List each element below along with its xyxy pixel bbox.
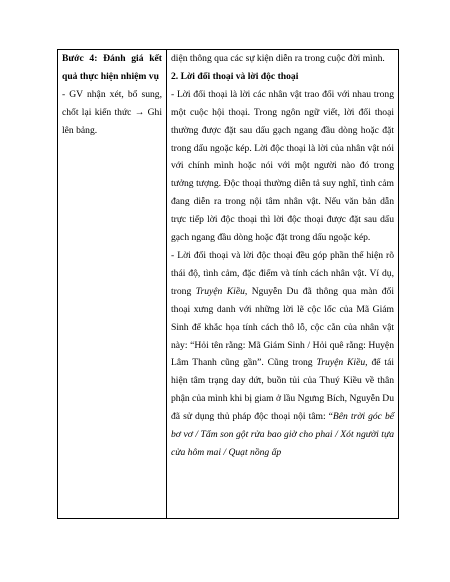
- step-text: - GV nhận xét, bổ sung, chốt lại kiến thức → Ghi lên bảng.: [62, 88, 162, 136]
- step-title: Bước 4: Đánh giá kết quả thực hiện nhiệm vụ: [62, 53, 162, 82]
- content-cell: [167, 50, 399, 519]
- work-title-truyen-kieu-2: Truyện Kiều: [316, 357, 366, 369]
- intro-text: diện thông qua các sự kiện diễn ra trong cuộc đời mình.: [171, 53, 385, 64]
- section-title: 2. Lời đối thoại và lời độc thoại: [171, 70, 299, 82]
- paragraph-text-b: , Nguyễn Du đã thông qua màn đối thoại xưng danh với những lời lẽ cộc lốc của Mã Giám Sinh để khắc họa tính cách thô lỗ, cộc cằn của nhân vật này: “Hỏi tên rằng: Mã Giám Sinh / Hỏi quê rằng: Huyện Lâm Thanh cũng gần”. Cũng trong: [171, 285, 394, 369]
- paragraph-dialogue-examples: [171, 247, 394, 462]
- lesson-table: [57, 49, 399, 519]
- paragraph-dialogue-definition: - Lời đối thoại là lời các nhân vật trao đổi với nhau trong một cuộc hội thoại. Trong ngôn ngữ viết, lời đối thoại thường được đặt sau dấu gạch ngang đầu dòng hoặc đặt trong dấu ngoặc kép. Lời độc thoại là lời của nhân vật nói với chính mình hoặc nói với một người nào đó trong tưởng tượng. Độc thoại thường diễn tả suy nghĩ, tình cảm đang diễn ra trong nội tâm nhân vật. Nếu văn bản dẫn trực tiếp lời độc thoại thì lời độc thoại được đặt sau dấu gạch ngang đầu dòng hoặc đặt trong dấu ngoặc kép.: [171, 88, 394, 244]
- paragraph-text-a: - Lời đối thoại và lời độc thoại đều góp phần thể hiện rõ thái độ, tình cảm, đặc điểm và tính cách nhân vật. Ví dụ, trong: [171, 249, 394, 297]
- quoted-verse: Bên trời góc bể bơ vơ / Tấm son gột rửa bao giờ cho phai / Xót người tựa cửa hôm mai / Quạt nồng ấp: [171, 411, 395, 458]
- work-title-truyen-kieu: Truyện Kiều: [195, 285, 245, 297]
- paragraph-text-c: , để tái hiện tâm trạng day dứt, buồn tủi của Thuý Kiều về thân phận của mình khi bị giam ở lầu Ngưng Bích, Nguyễn Du đã sử dụng thủ pháp độc thoại nội tâm: “: [171, 357, 394, 423]
- table-row: [58, 50, 399, 519]
- activity-steps-cell: [58, 50, 167, 519]
